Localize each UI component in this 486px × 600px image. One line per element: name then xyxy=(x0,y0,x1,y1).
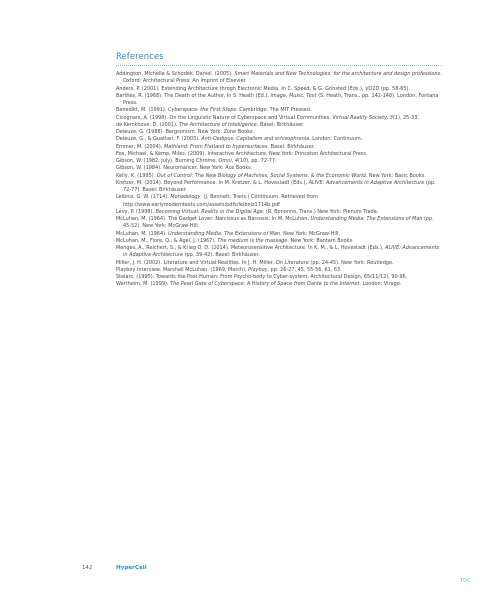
reference-entry xyxy=(116,267,442,274)
reference-text: Leibniz, G. W. (1714). xyxy=(116,194,171,201)
reference-title-italic: Understanding Media: The Extensions of Man xyxy=(168,230,281,237)
reference-text: Deleuze, G. (1988). Bergsonism. New York: Zone Books. xyxy=(116,129,255,135)
reference-entry xyxy=(116,194,442,209)
reference-text-tail: . New York: Basic Books. xyxy=(365,172,426,179)
reference-entry xyxy=(116,245,442,260)
reference-entry xyxy=(116,86,442,93)
reference-text: Anders, P. (2001). Extending Architecture throgh Electronic Media. In C. Speed, & G. Grinsted (Eds.), xyxy=(116,85,366,92)
heading-divider xyxy=(116,65,441,66)
reference-entry xyxy=(116,158,442,165)
reference-text: Menges, A., Reichert, S., & Krieg O. D. (2014). Meteorosensitive Architecture. In K. M., & L. Hovestadt (Eds.), xyxy=(116,245,386,251)
reference-text: Miller, J. H. (2002). Literature and Virtual Realities. In J. H. Miller, xyxy=(116,259,276,266)
reference-text-tail: . (R. Bononno, Trans.) New York: Plenum Trade. xyxy=(262,208,379,215)
reference-text: Addington, Michelle & Schodek, Daniel. (2005). xyxy=(116,71,235,77)
reference-entry xyxy=(116,144,442,151)
reference-title-italic: Out of Control: The New Biology of Machines, Social Systems, & the Economic World xyxy=(156,172,366,179)
reference-text: McLuhan, M. (1964). The Gadget Lover: Narcissus as Narcosis. In M. McLuhan, xyxy=(116,216,311,222)
reference-list xyxy=(116,71,442,289)
reference-entry xyxy=(116,93,442,108)
reference-text-tail: (1), 25-33. xyxy=(392,114,419,121)
reference-text-tail: . Basel: Birkhäuser. xyxy=(267,143,315,150)
reference-title-italic: The Architecture of Intelligence xyxy=(179,121,257,128)
reference-text: Fox, Michael, & Kemp, Miles. (2009). Interactive Architecture. New York: Princeton Architectural Press. xyxy=(116,150,368,157)
reference-text-tail: , pp. 26-27, 45, 55-56, 61, 63. xyxy=(267,266,342,273)
reference-text: Deleuze, G., & Guattari, F. (2003). xyxy=(116,136,202,143)
reference-title-italic: Mathland: From Flatland to hypersurfaces xyxy=(163,143,268,150)
reference-entry xyxy=(116,216,442,231)
reference-text-tail: (pp. 24-45). New York: Routledge. xyxy=(308,259,394,266)
reference-text: Cicognani, A. (1998). On the Linguistic Nature of Cyberspace and Virtual Communities. xyxy=(116,114,333,121)
reference-entry xyxy=(116,151,442,158)
reference-text: Playboy Interview: Marshall McLuhan. (1969, March). xyxy=(116,266,249,273)
reference-text: Kretzer, M. (2014). Beyond Performance. In M. Kretzer, & L. Hovestadt (Eds.), xyxy=(116,179,309,186)
running-footer-title: HyperCell xyxy=(116,565,147,571)
reference-entry xyxy=(116,165,442,172)
reference-title-italic: The medium is the massage xyxy=(217,237,288,244)
section-heading: References xyxy=(116,51,164,61)
reference-entry xyxy=(116,71,442,86)
reference-title-italic: Image, Music, Text xyxy=(270,92,317,99)
reference-text: Lévy, P. (1998). xyxy=(116,208,156,215)
reference-text-tail: (10), pp. 72-77. xyxy=(238,158,277,164)
reference-title-italic: Anti-Oedipus: Capitalism and schizophrenia xyxy=(201,136,310,143)
reference-text: McLuhan, M., Fiore, Q., & Agel, J. (1967). xyxy=(116,237,218,244)
reference-text-tail: . London: Virago. xyxy=(359,281,402,288)
reference-text-tail: (pp. 72-77). Basel: Birkhäuser. xyxy=(123,179,436,193)
reference-entry xyxy=(116,274,442,281)
reference-title-italic: ALIVE: Advancements in Adaptive Architecture xyxy=(308,179,425,186)
reference-text-tail: . New York: Bantam Books. xyxy=(287,237,354,244)
reference-text: Benedikt, M. (1991). xyxy=(116,107,168,114)
reference-text: Gibson, W. (1982, July). Burning Chrome. xyxy=(116,158,219,164)
reference-text-tail: . (J. Bennett, Trans.) Continuum. Retrieved from http://www.earlymoderntexts.com/assets/pdfs/leibniz1714b.pdf xyxy=(123,194,318,208)
reference-text-tail: (pp. 58-65). xyxy=(379,85,411,92)
reference-text: Wertheim, M. (1999). xyxy=(116,281,171,288)
reference-title-italic: Virtual Reality Society, 3 xyxy=(332,114,393,121)
reference-title-italic: The Pearl Gate of Cyberspace: A History of Space from Dante to the Internet xyxy=(170,281,360,288)
reference-entry xyxy=(116,231,442,238)
reference-entry xyxy=(116,136,442,143)
reference-text: Kelly, K. (1995). xyxy=(116,172,157,179)
reference-entry xyxy=(116,260,442,267)
reference-entry xyxy=(116,122,442,129)
reference-text: McLuhan, M. (1964). xyxy=(116,230,169,237)
reference-text-tail: (pp. 45-52). New York: McGraw-Hill. xyxy=(123,216,434,230)
reference-entry xyxy=(116,281,442,288)
reference-text: Stelarc. (1995). Towards the Post-Human: From Psycho-body to Cyber-system. Architectural Design, 65(11/12), 90-96. xyxy=(116,274,408,280)
reference-text: Emmer, M. (2004). xyxy=(116,143,164,150)
reference-text-tail: . Cambridge: The MIT Pressed. xyxy=(236,107,312,114)
reference-entry xyxy=(116,173,442,180)
reference-title-italic: Monadology xyxy=(170,194,201,201)
reference-entry xyxy=(116,238,442,245)
reference-title-italic: Smart Materials and New Technologies: for the architecture and design professions xyxy=(234,71,441,77)
reference-title-italic: Cyberspace: the First Steps xyxy=(168,107,237,114)
reference-title-italic: Playboy xyxy=(248,266,268,273)
reference-title-italic: Becoming Virtual: Reality in the Digital Age xyxy=(155,208,263,215)
reference-entry xyxy=(116,209,442,216)
reference-text-tail: . Basel: Birkhäuser. xyxy=(256,121,305,128)
reference-text-tail: . London: Continuum. xyxy=(309,136,363,143)
reference-entry xyxy=(116,180,442,195)
reference-text: Barthes, R. (1968). The Death of the Author. In S. Heath (Ed.), xyxy=(116,92,271,99)
reference-entry xyxy=(116,115,442,122)
reference-title-italic: On Literature xyxy=(275,259,309,266)
reference-text-tail: . New York: McGraw-Hill. xyxy=(280,230,341,237)
reference-entry xyxy=(116,107,442,114)
reference-title-italic: VO1D xyxy=(365,85,380,92)
reference-title-italic: Omni, 4 xyxy=(218,158,239,164)
reference-text-tail: . Oxford: Architectural Press: An imprint of Elsevier. xyxy=(123,71,442,85)
toc-link[interactable]: TOC xyxy=(460,578,471,584)
reference-entry xyxy=(116,129,442,136)
reference-text-tail: (pp. 39-42). Basel: Birkhäuser. xyxy=(183,252,260,259)
reference-title-italic: Understanding Media: The Extensions of Man xyxy=(310,216,423,222)
reference-title-italic: ALIVE: Advancements in Adaptive Architecture xyxy=(123,245,440,259)
reference-text: de Kerckhove, D. (2001). xyxy=(116,121,180,128)
page-number: 142 xyxy=(82,565,93,571)
reference-text-tail: (S. Heath, Trans., pp. 142-148). London: Fontana Press. xyxy=(123,92,439,106)
reference-text: Gibson, W. (1984). Neuromancer. New York: Ace Books. xyxy=(116,165,253,172)
